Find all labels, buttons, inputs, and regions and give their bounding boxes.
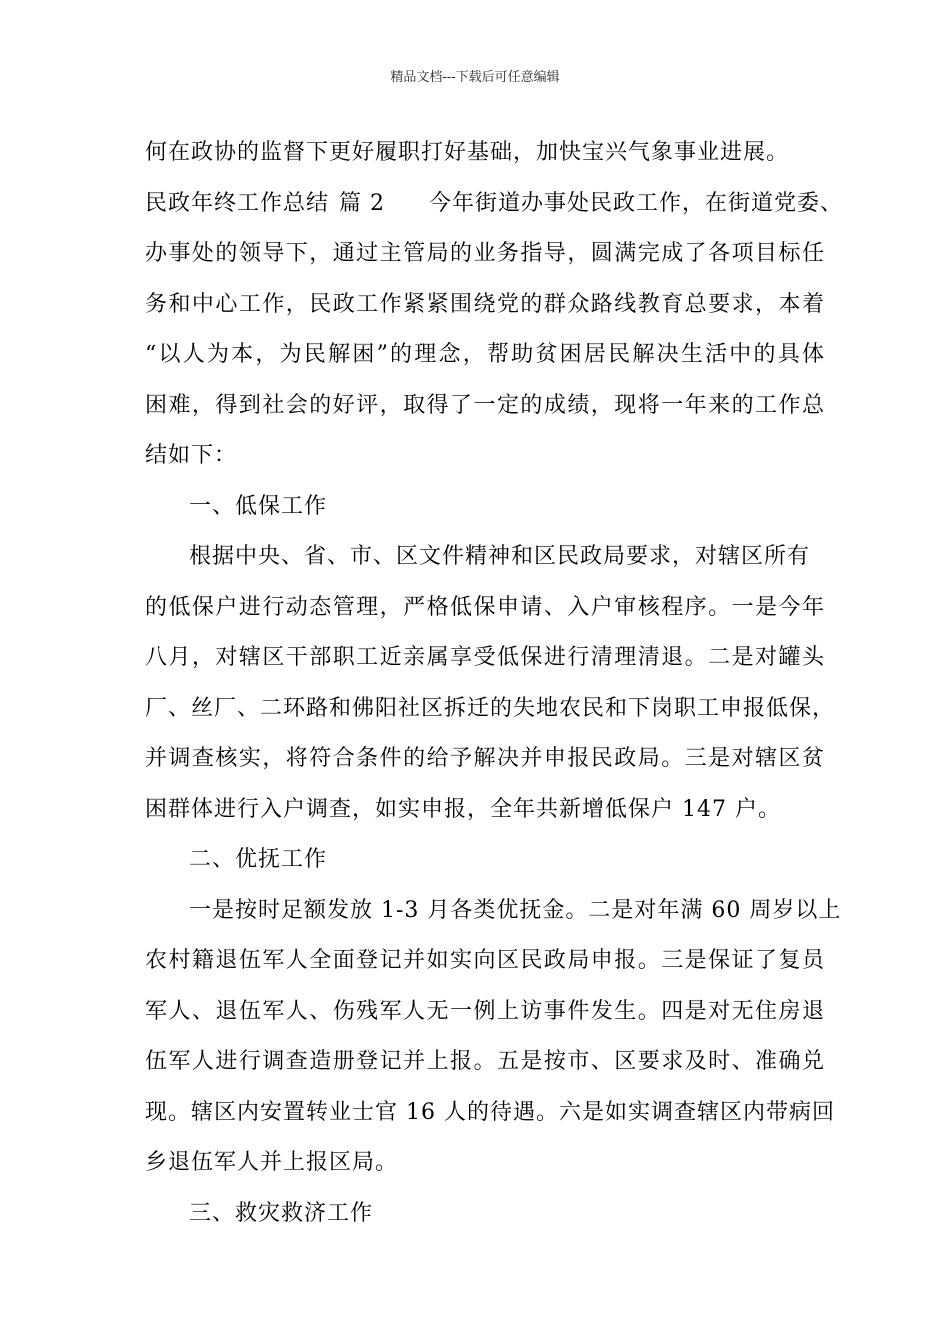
text-line: 何在政协的监督下更好履职打好基础，加快宝兴气象事业进展。 <box>145 140 790 165</box>
article-title: 民政年终工作总结 <box>145 190 330 216</box>
paragraph-first-line: 根据中央、省、市、区文件精神和区民政局要求，对辖区所有 <box>189 544 811 569</box>
text-line: 农村籍退伍军人全面登记并如实向区民政局申报。三是保证了复员 <box>145 948 825 973</box>
section-heading: 三、救灾救济工作 <box>189 1200 374 1226</box>
text-line: 八月，对辖区干部职工近亲属享受低保进行清理清退。二是对罐头 <box>145 645 825 670</box>
text-line: 乡退伍军人并上报区局。 <box>145 1150 399 1175</box>
paragraph-first-line: 一是按时足额发放 1-3 月各类优抚金。二是对年满 60 周岁以上 <box>189 897 842 923</box>
text-line: “以人为本，为民解困”的理念，帮助贫困居民解决生活中的具体 <box>145 342 825 367</box>
text-line: 军人、退伍军人、伤残军人无一例上访事件发生。四是对无住房退 <box>145 998 825 1024</box>
text-line: 结如下： <box>145 443 238 468</box>
text-line: 厂、丝厂、二环路和佛阳社区拆迁的失地农民和下岗职工申报低保， <box>145 695 836 721</box>
article-number: 篇 2 <box>339 190 386 216</box>
text-line: 务和中心工作，民政工作紧紧围绕党的群众路线教育总要求，本着 <box>145 291 825 317</box>
text-fragment: 今年街道办事处民政工作，在街道党委、 <box>429 190 844 216</box>
section-heading: 一、低保工作 <box>189 493 328 519</box>
text-line: 伍军人进行调查造册登记并上报。五是按市、区要求及时、准确兑 <box>145 1049 825 1074</box>
text-line: 现。辖区内安置转业士官 16 人的待遇。六是如实调查辖区内带病回 <box>145 1099 835 1125</box>
text-line: 的低保户进行动态管理，严格低保申请、入户审核程序。一是今年 <box>145 594 825 620</box>
text-line: 并调查核实，将符合条件的给予解决并申报民政局。三是对辖区贫 <box>145 746 825 771</box>
text-line: 困难，得到社会的好评，取得了一定的成绩，现将一年来的工作总 <box>145 392 825 418</box>
page-header: 精品文档---下载后可任意编辑 <box>390 70 560 85</box>
text-line: 办事处的领导下，通过主管局的业务指导，圆满完成了各项目标任 <box>145 241 825 266</box>
section-heading: 二、优抚工作 <box>189 847 328 872</box>
text-line: 困群体进行入户调查，如实申报，全年共新增低保户 147 户。 <box>145 796 781 822</box>
section-title-line <box>145 179 844 230</box>
document-body <box>145 128 844 1239</box>
